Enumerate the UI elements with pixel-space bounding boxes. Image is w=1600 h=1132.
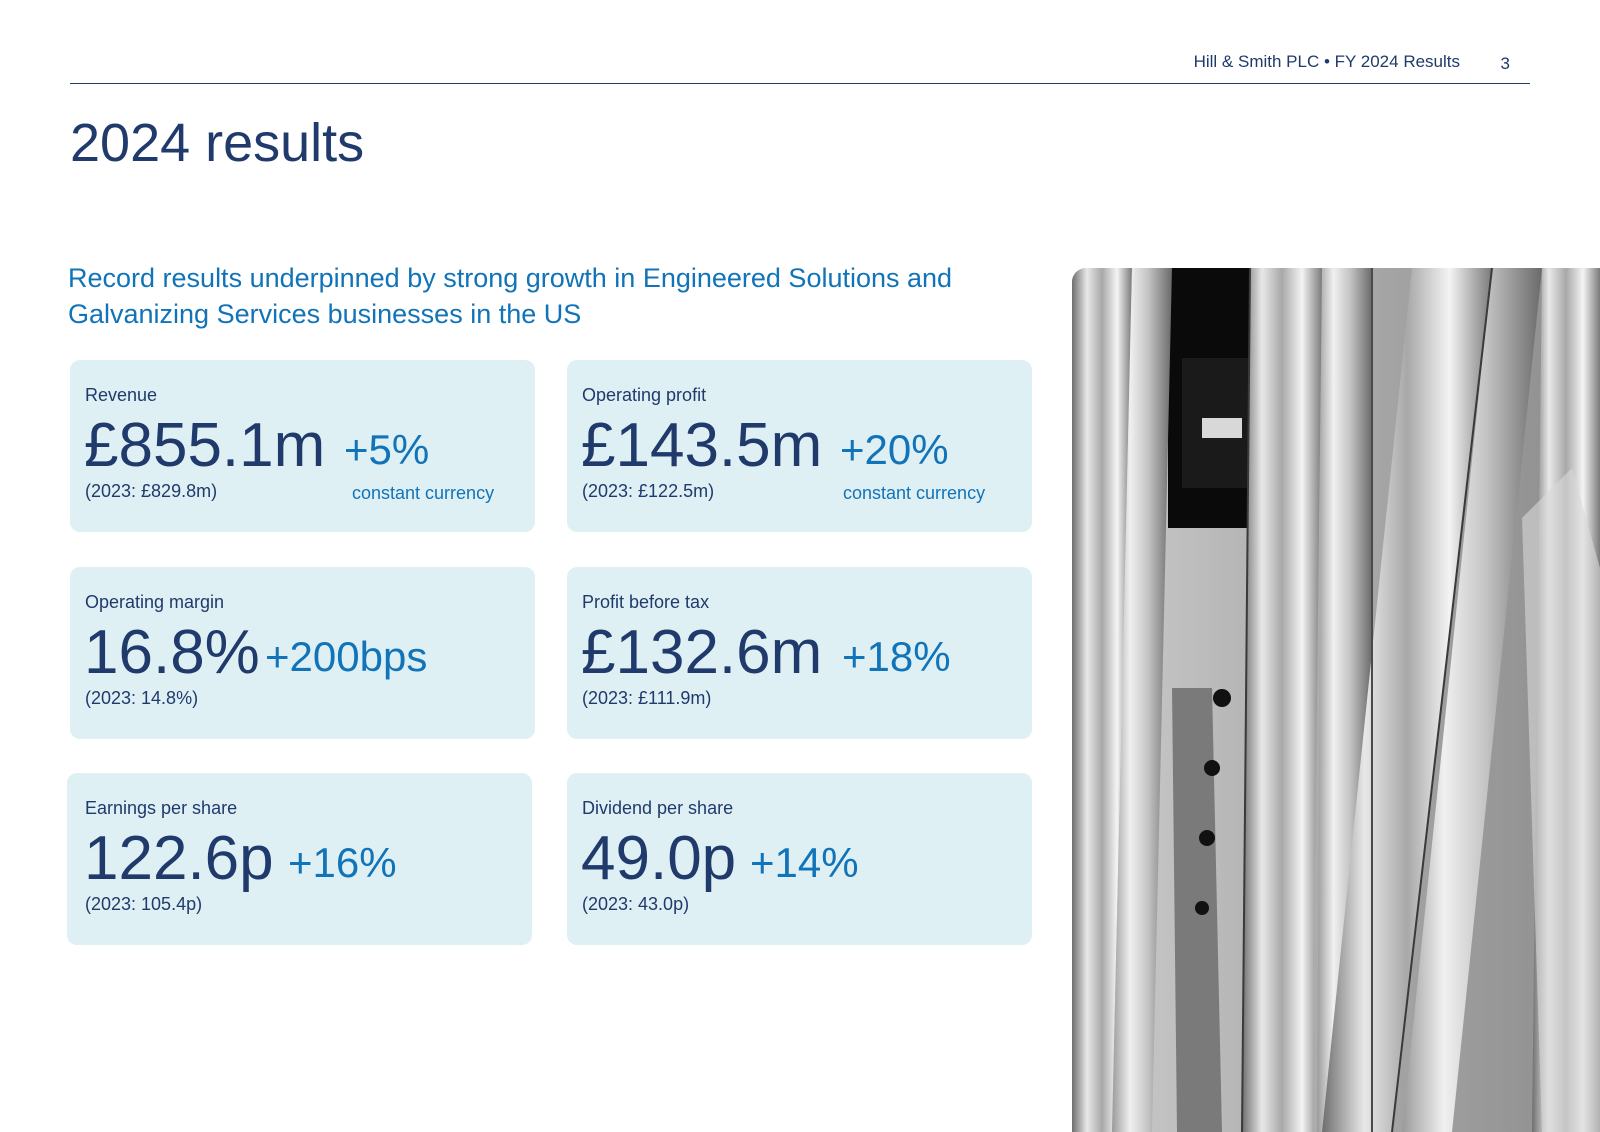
subtitle-line-1: Record results underpinned by strong growth in Engineered Solutions and (68, 263, 953, 293)
kpi-prior-year: (2023: £829.8m) (85, 481, 218, 501)
galvanized-steel-bars-photo (1072, 268, 1600, 1132)
kpi-card-operating-margin (70, 567, 535, 739)
subtitle-line-2: Galvanizing Services businesses in the US (68, 299, 582, 329)
page-number: 3 (1500, 54, 1510, 73)
kpi-change: +5% (344, 426, 430, 473)
kpi-card-earnings-per-share (67, 773, 532, 945)
kpi-prior-year: (2023: 105.4p) (85, 894, 203, 914)
kpi-label: Profit before tax (582, 592, 710, 612)
header-rule (70, 83, 1530, 84)
kpi-label: Revenue (85, 385, 158, 405)
kpi-prior-year: (2023: 43.0p) (582, 894, 690, 914)
kpi-value: 16.8% (84, 618, 260, 687)
kpi-label: Dividend per share (582, 798, 734, 818)
kpi-note: constant currency (843, 483, 986, 503)
kpi-prior-year: (2023: £111.9m) (582, 688, 712, 708)
subtitle (68, 260, 1048, 332)
kpi-label: Operating profit (582, 385, 707, 405)
kpi-card-revenue (70, 360, 535, 532)
kpi-card-dividend-per-share (567, 773, 1032, 945)
kpi-label: Earnings per share (85, 798, 238, 818)
header-company: Hill & Smith PLC • FY 2024 Results (1193, 52, 1460, 71)
kpi-prior-year: (2023: 14.8%) (85, 688, 199, 708)
kpi-value: £855.1m (84, 411, 326, 480)
kpi-prior-year: (2023: £122.5m) (582, 481, 715, 501)
kpi-note: constant currency (352, 483, 495, 503)
kpi-card-operating-profit (567, 360, 1032, 532)
kpi-value: £132.6m (581, 618, 823, 687)
kpi-change: +20% (840, 426, 949, 473)
kpi-value: 49.0p (581, 824, 737, 893)
kpi-card-profit-before-tax (567, 567, 1032, 739)
kpi-change: +18% (842, 633, 951, 680)
kpi-change: +16% (288, 839, 397, 886)
kpi-value: £143.5m (581, 411, 823, 480)
kpi-label: Operating margin (85, 592, 225, 612)
kpi-value: 122.6p (84, 824, 274, 893)
page-title: 2024 results (70, 113, 365, 173)
kpi-change: +200bps (265, 633, 428, 680)
kpi-change: +14% (750, 839, 859, 886)
